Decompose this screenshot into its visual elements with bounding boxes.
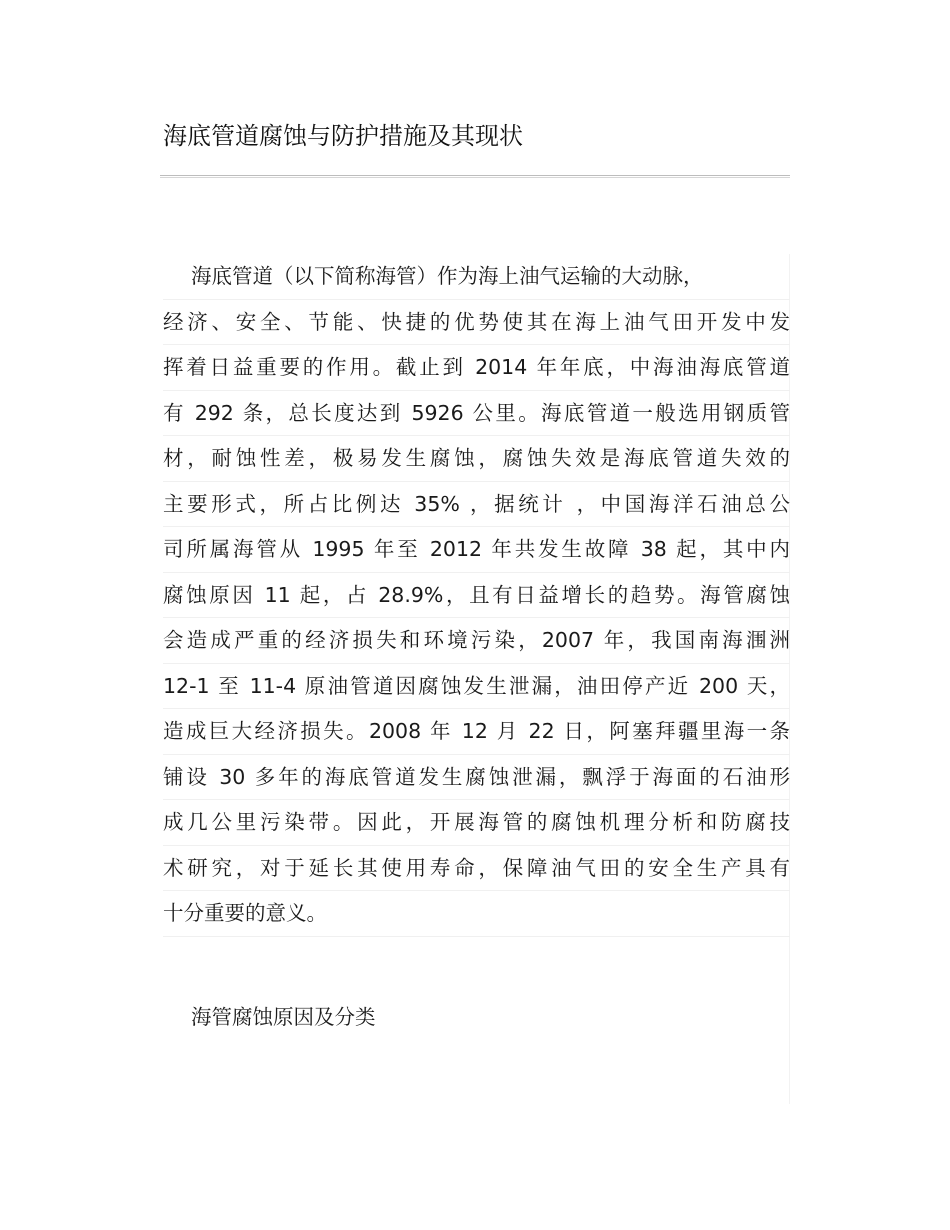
paragraph-line: 腐蚀原因 11 起，占 28.9%，且有日益增长的趋势。海管腐蚀 (163, 573, 790, 619)
paragraph-line: 铺设 30 多年的海底管道发生腐蚀泄漏，飘浮于海面的石油形 (163, 755, 790, 801)
paragraph-line: 海底管道（以下简称海管）作为海上油气运输的大动脉， (163, 254, 790, 300)
paragraph-line: 十分重要的意义。 (163, 891, 790, 937)
paragraph-line: 经济、安全、节能、快捷的优势使其在海上油气田开发中发 (163, 300, 790, 346)
title-divider (160, 175, 790, 178)
section-heading: 海管腐蚀原因及分类 (191, 1005, 376, 1029)
paragraph-line: 12-1 至 11-4 原油管道因腐蚀发生泄漏，油田停产近 200 天， (163, 664, 790, 710)
paragraph-line: 造成巨大经济损失。2008 年 12 月 22 日，阿塞拜疆里海一条 (163, 709, 790, 755)
paragraph-line: 有 292 条，总长度达到 5926 公里。海底管道一般选用钢质管 (163, 391, 790, 437)
document-title: 海底管道腐蚀与防护措施及其现状 (163, 122, 523, 150)
paragraph-line: 主要形式，所占比例达 35% ，据统计 ，中国海洋石油总公 (163, 482, 790, 528)
paragraph-line: 成几公里污染带。因此，开展海管的腐蚀机理分析和防腐技 (163, 800, 790, 846)
paragraph-line: 材，耐蚀性差，极易发生腐蚀，腐蚀失效是海底管道失效的 (163, 436, 790, 482)
paragraph-line: 挥着日益重要的作用。截止到 2014 年年底，中海油海底管道 (163, 345, 790, 391)
intro-paragraph (163, 254, 790, 937)
paragraph-line: 术研究，对于延长其使用寿命，保障油气田的安全生产具有 (163, 846, 790, 892)
paragraph-line: 会造成严重的经济损失和环境污染，2007 年，我国南海涠洲 (163, 618, 790, 664)
paragraph-line: 司所属海管从 1995 年至 2012 年共发生故障 38 起，其中内 (163, 527, 790, 573)
